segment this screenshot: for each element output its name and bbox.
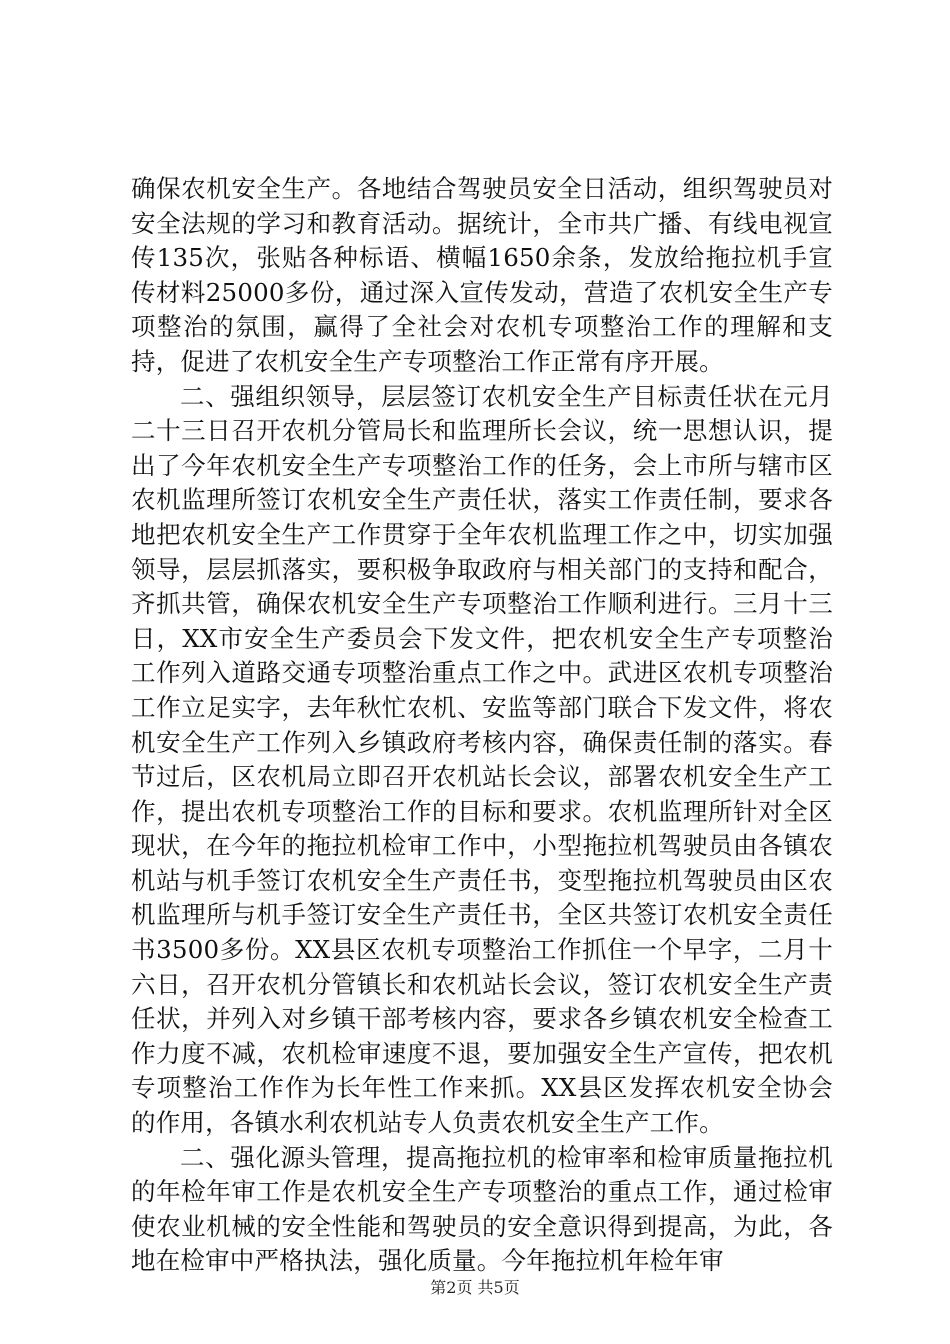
paragraph-2: 二、强组织领导，层层签订农机安全生产目标责任状在元月二十三日召开农机分管局长和监理所长会议，统一思想认识，提出了今年农机安全生产专项整治工作的任务，会上市所与辖市区农机监理所签订农机安全生产责任状，落实工作责任制，要求各地把农机安全生产工作贯穿于全年农机监理工作之中，切实加强领导，层层抓落实，要积极争取政府与相关部门的支持和配合，齐抓共管，确保农机安全生产专项整治工作顺利进行。三月十三日，XX市安全生产委员会下发文件，把农机安全生产专项整治工作列入道路交通专项整治重点工作之中。武进区农机专项整治工作立足实字，去年秋忙农机、安监等部门联合下发文件，将农机安全生产工作列入乡镇政府考核内容，确保责任制的落实。春节过后，区农机局立即召开农机站长会议，部署农机安全生产工作，提出农机专项整治工作的目标和要求。农机监理所针对全区现状，在今年的拖拉机检审工作中，小型拖拉机驾驶员由各镇农机站与机手签订农机安全生产责任书，变型拖拉机驾驶员由区农机监理所与机手签订安全生产责任书，全区共签订农机安全责任书3500多份。XX县区农机专项整治工作抓住一个早字，二月十六日，召开农机分管镇长和农机站长会议，签订农机安全生产责任状，并列入对乡镇干部考核内容，要求各乡镇农机安全检查工作力度不减，农机检审速度不退，要加强安全生产宣传，把农机专项整治工作作为长年性工作来抓。XX县区发挥农机安全协会的作用，各镇水利农机站专人负责农机安全生产工作。 [131,381,833,1138]
document-body [131,172,833,1279]
paragraph-1: 确保农机安全生产。各地结合驾驶员安全日活动，组织驾驶员对安全法规的学习和教育活动。据统计，全市共广播、有线电视宣传135次，张贴各种标语、横幅1650余条，发放给拖拉机手宣传材料25000多份，通过深入宣传发动，营造了农机安全生产专项整治的氛围，赢得了全社会对农机专项整治工作的理解和支持，促进了农机安全生产专项整治工作正常有序开展。 [131,174,833,376]
paragraph-3: 二、强化源头管理，提高拖拉机的检审率和检审质量拖拉机的年检年审工作是农机安全生产专项整治的重点工作，通过检审使农业机械的安全性能和驾驶员的安全意识得到提高，为此，各地在检审中严格执法，强化质量。今年拖拉机年检年审 [131,1142,833,1276]
page-footer: 第2页 共5页 [430,1278,520,1297]
